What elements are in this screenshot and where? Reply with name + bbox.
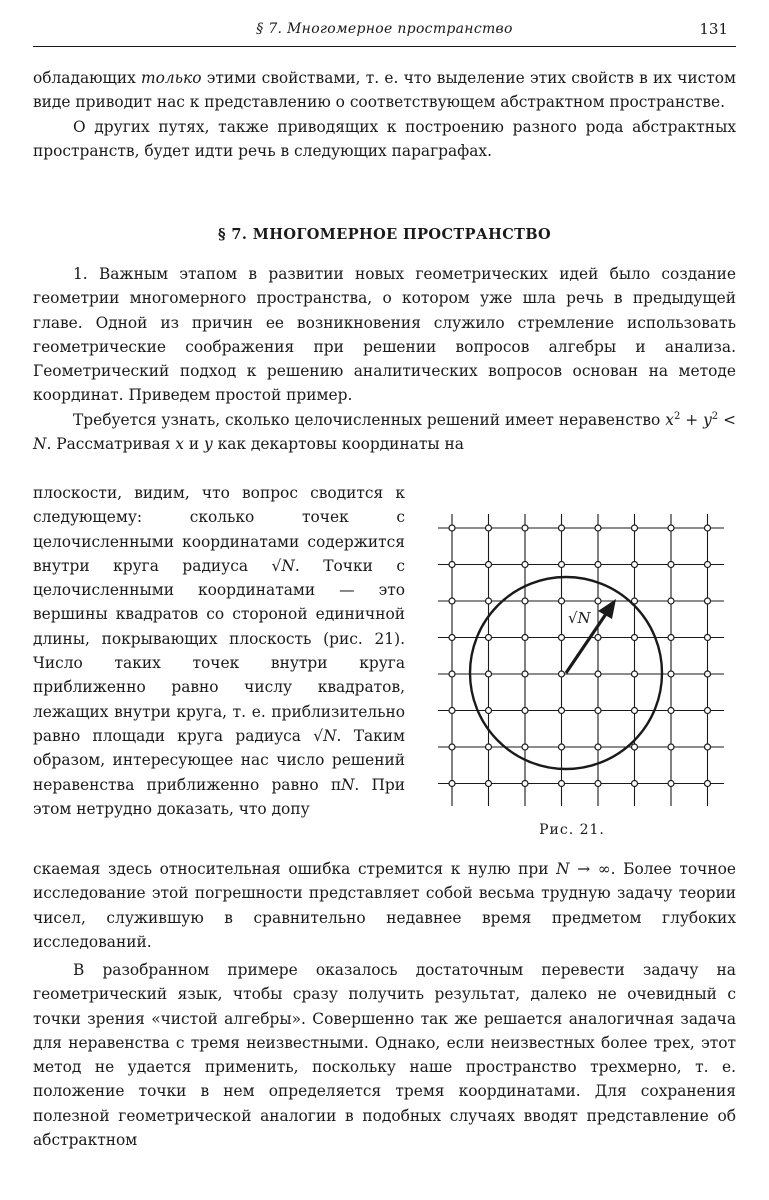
- lattice-point: [705, 708, 711, 714]
- section-heading: § 7. МНОГОМЕРНОЕ ПРОСТРАНСТВО: [217, 226, 552, 243]
- radius-label: √N: [568, 609, 591, 627]
- lattice-point: [595, 781, 601, 787]
- formula-exp-1: 2: [673, 410, 681, 422]
- formula-plus: +: [680, 410, 704, 429]
- lattice-point: [705, 781, 711, 787]
- wrap-text-d: . При этом нетрудно доказать, что допу: [33, 775, 405, 818]
- formula-y: y: [703, 410, 712, 429]
- p2-text-b: . Рассматривая: [46, 435, 176, 454]
- lattice-point: [522, 635, 528, 641]
- lattice-point: [668, 562, 674, 568]
- lattice-point: [486, 562, 492, 568]
- lattice-point: [559, 671, 565, 677]
- p2-text: Требуется узнать, сколько целочисленных решений имеет неравенство: [73, 410, 666, 429]
- lattice-point: [595, 708, 601, 714]
- lattice-point: [449, 635, 455, 641]
- lattice-point: [559, 635, 565, 641]
- intro-p1-emphasis: только: [141, 69, 202, 87]
- lattice-point: [449, 744, 455, 750]
- lattice-point: [705, 598, 711, 604]
- lattice-diagram: [432, 510, 742, 810]
- lattice-point: [486, 781, 492, 787]
- lattice-point: [486, 744, 492, 750]
- lattice-point: [595, 635, 601, 641]
- lattice-point: [559, 598, 565, 604]
- section-text-3: [33, 958, 736, 1152]
- figure-caption: Рис. 21.: [539, 822, 605, 838]
- lattice-point: [486, 635, 492, 641]
- wrap-text-a: плоскости, видим, что вопрос сводится к следующему: сколько точек с целочисленными координатами содержится внутри круга радиуса √: [33, 484, 405, 575]
- lattice-point: [595, 562, 601, 568]
- running-header: [33, 18, 736, 47]
- lattice-point: [668, 525, 674, 531]
- var-N-2: N: [323, 726, 337, 745]
- intro-text: [33, 66, 736, 163]
- lattice-point: [559, 525, 565, 531]
- lattice-point: [632, 671, 638, 677]
- paragraph-2: [33, 408, 736, 457]
- lattice-point: [668, 744, 674, 750]
- lattice-point: [595, 525, 601, 531]
- paragraph-3: [33, 857, 736, 954]
- lattice-point: [522, 525, 528, 531]
- lattice-point: [486, 671, 492, 677]
- lattice-point: [705, 744, 711, 750]
- lattice-point: [668, 781, 674, 787]
- lattice-point: [632, 781, 638, 787]
- p2-text-d: как декартовы координаты на: [212, 435, 464, 454]
- grid-lines: [438, 514, 724, 806]
- lattice-point: [449, 671, 455, 677]
- var-x: x: [175, 435, 184, 454]
- intro-paragraph-2: О других путях, также приводящих к построению разного рода абстрактных пространств, будет идти речь в следующих параграфах.: [33, 117, 736, 160]
- formula-x: x: [665, 410, 674, 429]
- paragraph-4: В разобранном примере оказалось достаточным перевести задачу на геометрический язык, чтобы сразу получить результат, далеко не очевидный с точки зрения «чистой алгебры». Совершенно так же решается аналогичная задача для неравенства с тремя неизвестными. Однако, если неизвестных более трех, этот метод не удается применить, поскольку наше пространство трехмерно, т. е. положение точки в нем определяется тремя координатами. Для сохранения полезной геометрической аналогии в подобных случаях вводят представление об абстрактном: [33, 961, 736, 1150]
- var-N-4: N: [556, 860, 570, 878]
- lattice-point: [705, 562, 711, 568]
- lattice-point: [486, 525, 492, 531]
- p2-text-c: и: [183, 435, 204, 454]
- lattice-point: [522, 598, 528, 604]
- lattice-point: [559, 781, 565, 787]
- lattice-point: [632, 635, 638, 641]
- var-y: y: [203, 435, 213, 454]
- lattice-point: [522, 781, 528, 787]
- lattice-point: [522, 744, 528, 750]
- var-N-3: N: [340, 775, 355, 794]
- lattice-point: [522, 671, 528, 677]
- intro-p1-text-rest: этими свойствами, т. е. что выделение этих свойств в их чистом виде приводит нас к представлению о соответствующем абстрактном пространстве.: [33, 69, 736, 112]
- lattice-point: [522, 562, 528, 568]
- lattice-point: [449, 525, 455, 531]
- lattice-point: [449, 562, 455, 568]
- lattice-point: [668, 635, 674, 641]
- lattice-point: [705, 635, 711, 641]
- formula-exp-2: 2: [711, 410, 719, 422]
- lattice-point: [668, 598, 674, 604]
- lattice-point: [595, 744, 601, 750]
- section-text-2: [33, 857, 736, 954]
- running-title: § 7. Многомерное пространство: [256, 21, 513, 37]
- figure-21: [432, 510, 742, 845]
- lattice-point: [559, 708, 565, 714]
- intro-p1-text: обладающих: [33, 69, 142, 87]
- paragraph-2-continued: [33, 481, 405, 821]
- lattice-point: [486, 598, 492, 604]
- lattice-point: [559, 744, 565, 750]
- lattice-point: [486, 708, 492, 714]
- wrap-text-c: . Таким образом, интересующее нас число решений неравенства приближенно равно π: [33, 726, 405, 794]
- p3-text-rest: → ∞. Более точное исследование этой погрешности представляет собой весьма трудную задачу теории чисел, служившую в сравнительно недавнее время предметом глубоких исследований.: [33, 860, 736, 951]
- page-number: 131: [699, 20, 728, 38]
- wrap-text-b: . Точки с целочисленными координатами — это вершины квадратов со стороной единичной длины, покрывающих плоскость (рис. 21). Число таких точек внутри круга приближенно равно числу квадратов, лежащих внутри круга, т. е. приблизительно равно площади круга радиуса √: [33, 556, 405, 745]
- var-N-1: N: [281, 556, 295, 575]
- formula-N: N: [33, 435, 47, 454]
- section-text: [33, 262, 736, 456]
- lattice-point: [632, 562, 638, 568]
- intro-paragraph-1: [33, 66, 736, 115]
- lattice-point: [449, 598, 455, 604]
- lattice-point: [632, 525, 638, 531]
- lattice-point: [632, 708, 638, 714]
- lattice-point: [705, 525, 711, 531]
- formula-lt: <: [718, 410, 736, 429]
- lattice-point: [595, 598, 601, 604]
- lattice-point: [559, 562, 565, 568]
- lattice-point: [522, 708, 528, 714]
- paragraph-1: 1. Важным этапом в развитии новых геометрических идей было создание геометрии многомерного пространства, о котором уже шла речь в предыдущей главе. Одной из причин ее возникновения служило стремление использовать геометрические соображения при решении вопросов алгебры и анализа. Геометрический подход к решению аналитических вопросов основан на методе координат. Приведем простой пример.: [33, 265, 736, 405]
- lattice-point: [595, 671, 601, 677]
- lattice-point: [668, 708, 674, 714]
- lattice-point: [632, 744, 638, 750]
- lattice-point: [449, 781, 455, 787]
- lattice-point: [705, 671, 711, 677]
- lattice-point: [449, 708, 455, 714]
- lattice-point: [668, 671, 674, 677]
- p3-text: скаемая здесь относительная ошибка стремится к нулю при: [33, 860, 557, 878]
